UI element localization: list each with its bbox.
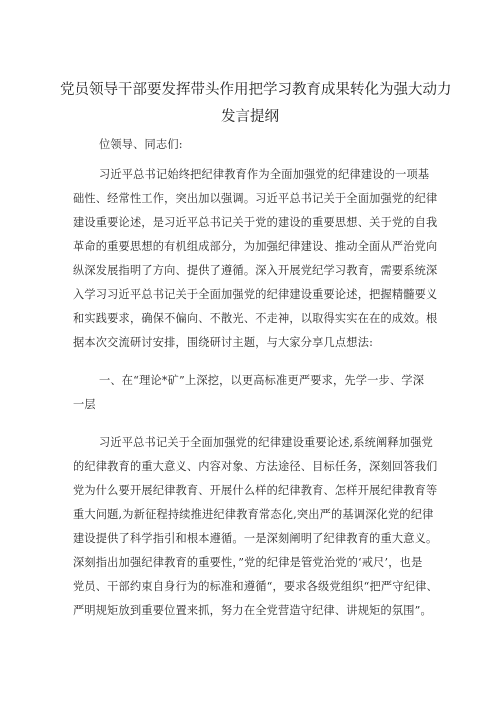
paragraph-line: 建设重要论述，是习近平总书记关于党的建设的重要思想、关于党的自我 <box>73 216 438 229</box>
paragraph-line: 党员、干部约束自身行为的标准和遵循“，要求各级党组织“把严守纪律、 <box>73 580 438 593</box>
section-heading-line: 一层 <box>73 398 96 411</box>
paragraph-line: 深刻指出加强纪律教育的重要性，”党的纪律是管党治党的‘戒尺’，也是 <box>73 556 423 569</box>
paragraph-line: 入学习习近平总书记关于全面加强党的纪律建设重要论述，把握精髓要义 <box>73 288 438 301</box>
paragraph-line: 建设提供了科学指引和根本遵循。一是深刻阐明了纪律教育的重大意义。 <box>73 532 438 545</box>
paragraph-line: 重大问题,为新征程持续推进纪律教育常态化,突出严的基调深化党的纪律 <box>73 508 434 521</box>
paragraph-line: 据本次交流研讨安排，围绕研讨主题，与大家分享几点想法: <box>73 336 374 349</box>
paragraph-line: 和实践要求，确保不偏向、不散光、不走神，以取得实实在在的成效。根 <box>73 312 438 325</box>
salutation: 位领导、同志们: <box>99 138 183 151</box>
paragraph-line: 纵深发展指明了方向、提供了遵循。深入开展党纪学习教育，需要系统深 <box>73 264 438 277</box>
paragraph-line: 革命的重要思想的有机组成部分，为加强纪律建设、推动全面从严治党向 <box>73 240 438 253</box>
document-title-line-2: 发言提纲 <box>221 109 279 125</box>
paragraph-line: 习近平总书记始终把纪律教育作为全面加强党的纪律建设的一项基 <box>99 168 430 181</box>
paragraph-line: 习近平总书记关于全面加强党的纪律建设重要论述,系统阐释加强党 <box>99 436 433 449</box>
paragraph-line: 础性、经常性工作，突出加以强调。习近平总书记关于全面加强党的纪律 <box>73 192 438 205</box>
paragraph-line: 的纪律教育的重大意义、内容对象、方法途径、目标任务，深刻回答我们 <box>73 460 438 473</box>
document-title-line-1: 党员领导干部要发挥带头作用把学习教育成果转化为强大动力 <box>60 82 452 98</box>
paragraph-line: 党为什么要开展纪律教育、开展什么样的纪律教育、怎样开展纪律教育等 <box>73 484 438 497</box>
paragraph-line: 严明规矩放到重要位置来抓，努力在全党营造守纪律、讲规矩的氛围”。 <box>73 604 432 617</box>
section-heading-line: 一、在“理论*矿”上深挖，以更高标准更严要求，先学一步、学深 <box>99 374 425 387</box>
